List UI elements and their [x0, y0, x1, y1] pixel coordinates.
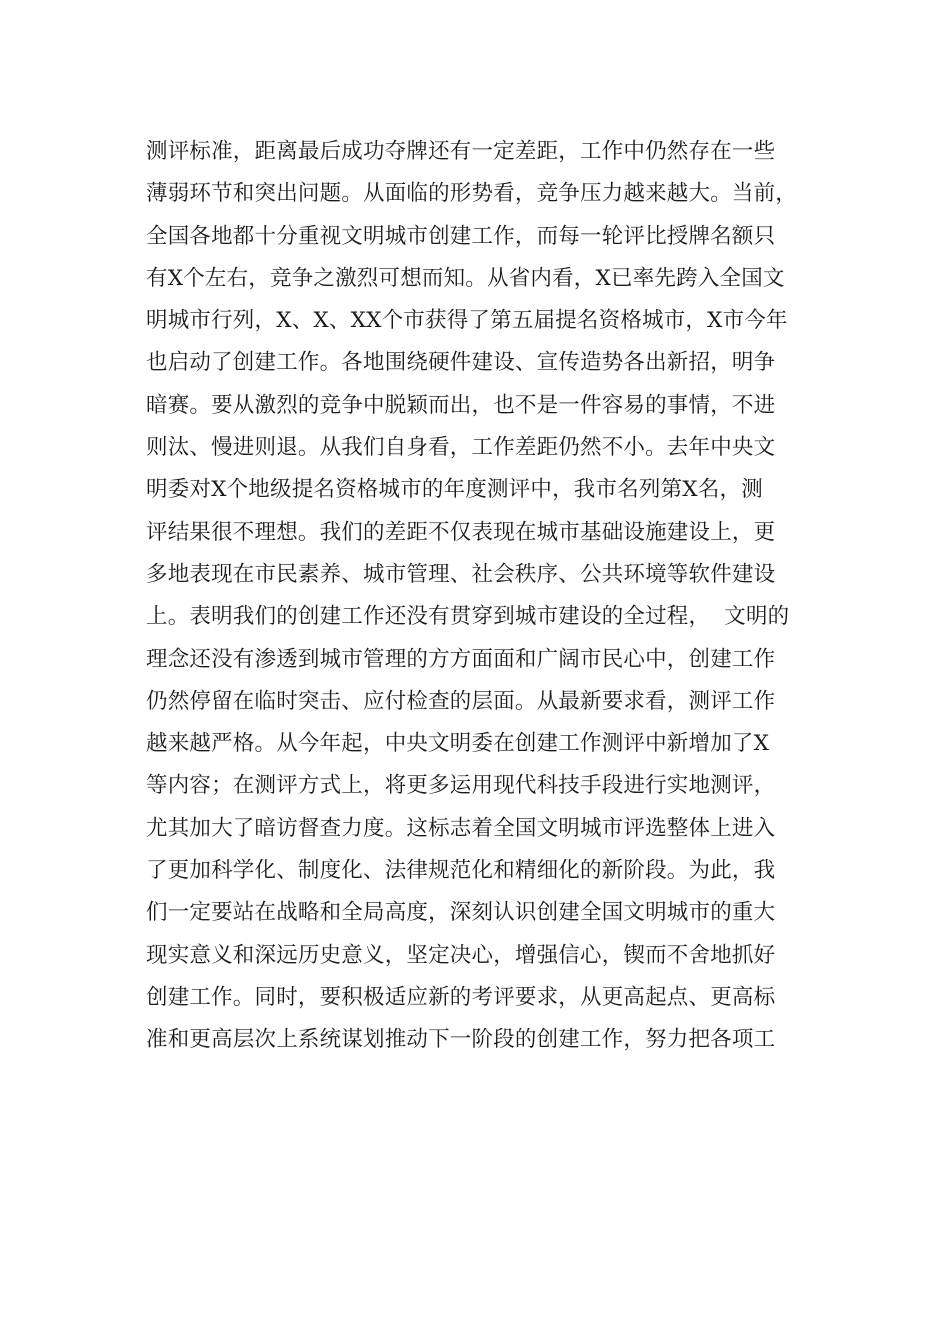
text-line: 测评标准，距离最后成功夺牌还有一定差距，工作中仍然存在一些 — [146, 139, 776, 164]
text-line: 现实意义和深远历史意义，坚定决心，增强信心，锲而不舍地抓好 — [146, 942, 776, 968]
text-line: 明城市行列，X、X、XX个市获得了第五届提名资格城市，X市今年 — [146, 308, 788, 334]
text-line: 了更加科学化、制度化、法律规范化和精细化的新阶段。为此，我 — [146, 858, 776, 884]
text-line: 创建工作。同时，要积极适应新的考评要求，从更高起点、更高标 — [146, 984, 776, 1010]
text-line: 准和更高层次上系统谋划推动下一阶段的创建工作，努力把各项工 — [146, 1027, 776, 1053]
text-line: 上。表明我们的创建工作还没有贯穿到城市建设的全过程， 文明的 — [146, 604, 790, 630]
text-line: 薄弱环节和突出问题。从面临的形势看，竞争压力越来越大。当前， — [146, 181, 798, 207]
text-line: 有X个左右，竞争之激烈可想而知。从省内看，X已率先跨入全国文 — [146, 265, 785, 291]
text-line: 仍然停留在临时突击、应付检查的层面。从最新要求看，测评工作 — [146, 688, 776, 714]
text-line: 全国各地都十分重视文明城市创建工作，而每一轮评比授牌名额只 — [146, 223, 776, 249]
text-line: 尤其加大了暗访督查力度。这标志着全国文明城市评选整体上进入 — [146, 815, 776, 841]
text-line: 理念还没有渗透到城市管理的方方面面和广阔市民心中，创建工作 — [146, 646, 776, 672]
text-line: 等内容；在测评方式上，将更多运用现代科技手段进行实地测评， — [146, 773, 776, 799]
text-line: 也启动了创建工作。各地围绕硬件建设、宣传造势各出新招，明争 — [146, 350, 776, 376]
text-line: 评结果很不理想。我们的差距不仅表现在城市基础设施建设上，更 — [146, 519, 776, 545]
text-line: 暗赛。要从激烈的竞争中脱颖而出，也不是一件容易的事情，不进 — [146, 392, 776, 418]
text-line: 多地表现在市民素养、城市管理、社会秩序、公共环境等软件建设 — [146, 561, 776, 587]
text-line: 明委对X个地级提名资格城市的年度测评中，我市名列第X名，测 — [146, 477, 763, 503]
text-line: 们一定要站在战略和全局高度，深刻认识创建全国文明城市的重大 — [146, 900, 776, 926]
text-line: 则汰、慢进则退。从我们自身看，工作差距仍然不小。去年中央文 — [146, 435, 776, 461]
body-text — [146, 131, 826, 1062]
text-line: 越来越严格。从今年起，中央文明委在创建工作测评中新增加了X — [146, 731, 770, 757]
